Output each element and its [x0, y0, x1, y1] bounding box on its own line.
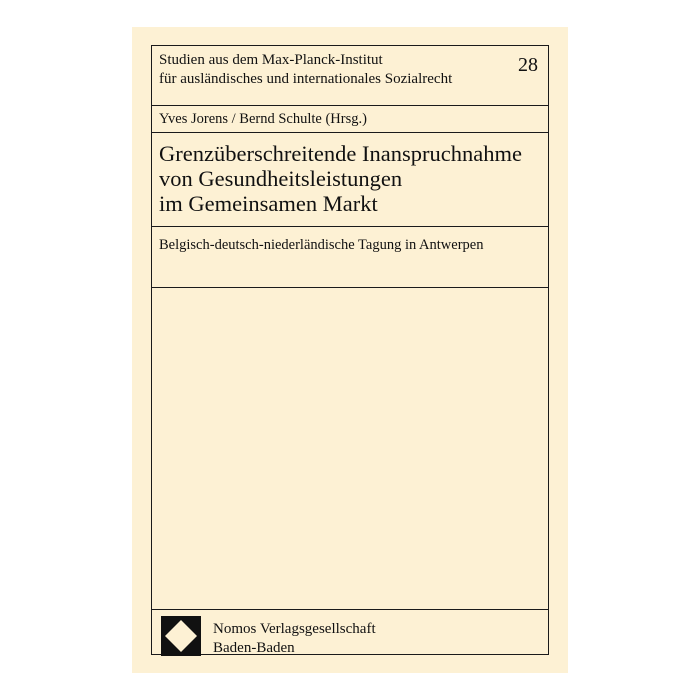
publisher	[213, 620, 376, 658]
publisher-city: Baden-Baden	[213, 640, 295, 656]
series-title-line-2: für ausländisches und internationales Sozialrecht	[159, 71, 453, 87]
publisher-name: Nomos Verlagsgesellschaft	[213, 621, 376, 637]
editors: Yves Jorens / Bernd Schulte (Hrsg.)	[159, 111, 367, 127]
book-subtitle: Belgisch-deutsch-niederländische Tagung in Antwerpen	[159, 237, 484, 253]
divider-rule	[152, 287, 548, 288]
divider-rule	[152, 132, 548, 133]
series-number: 28	[518, 54, 538, 76]
divider-rule	[152, 105, 548, 106]
series-title	[159, 51, 499, 89]
divider-rule	[152, 226, 548, 227]
series-title-line-1: Studien aus dem Max-Planck-Institut	[159, 52, 383, 68]
cover-frame	[151, 45, 549, 655]
book-title	[159, 141, 544, 216]
book-title-line-1: Grenzüberschreitende Inanspruchnahme	[159, 141, 522, 166]
book-cover	[132, 27, 568, 673]
divider-rule	[152, 609, 548, 610]
book-title-line-2: von Gesundheitsleistungen	[159, 166, 403, 191]
nomos-diamond-logo-icon	[161, 616, 201, 656]
book-title-line-3: im Gemeinsamen Markt	[159, 191, 378, 216]
